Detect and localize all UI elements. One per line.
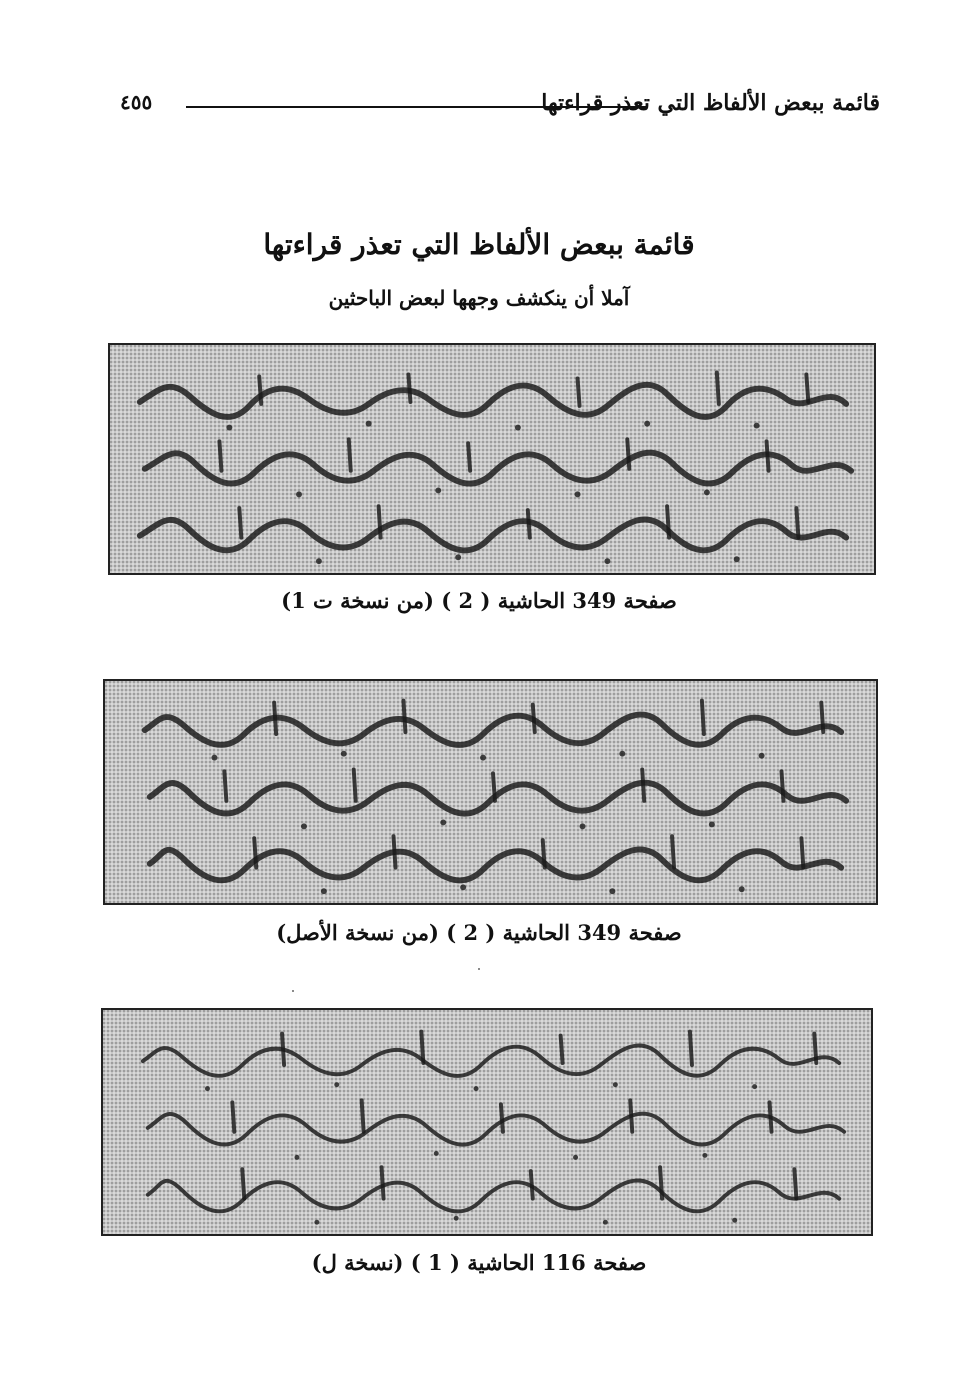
page-number: ٤٥٥ (120, 90, 153, 114)
scan-speck (292, 990, 294, 992)
manuscript-image-2 (103, 679, 878, 905)
page-subtitle: آملا أن ينكشف وجهها لبعض الباحثين (328, 286, 630, 310)
scan-speck (478, 968, 480, 970)
manuscript-caption-3: صفحة 116 الحاشية ( 1 ) (نسخة ل) (311, 1250, 647, 1275)
manuscript-script-3 (103, 1010, 871, 1234)
running-title: قائمة ببعض الألفاظ التي تعذر قراءتها (541, 90, 880, 116)
manuscript-script-2 (105, 681, 876, 903)
running-header (120, 86, 880, 126)
manuscript-script-1 (110, 345, 874, 573)
manuscript-caption-1: صفحة 349 الحاشية ( 2 ) (من نسخة ت 1) (281, 588, 677, 613)
manuscript-caption-2: صفحة 349 الحاشية ( 2 ) (من نسخة الأصل) (276, 920, 682, 945)
page-title: قائمة ببعض الألفاظ التي تعذر قراءتها (263, 228, 695, 261)
manuscript-image-3 (101, 1008, 873, 1236)
manuscript-image-1 (108, 343, 876, 575)
